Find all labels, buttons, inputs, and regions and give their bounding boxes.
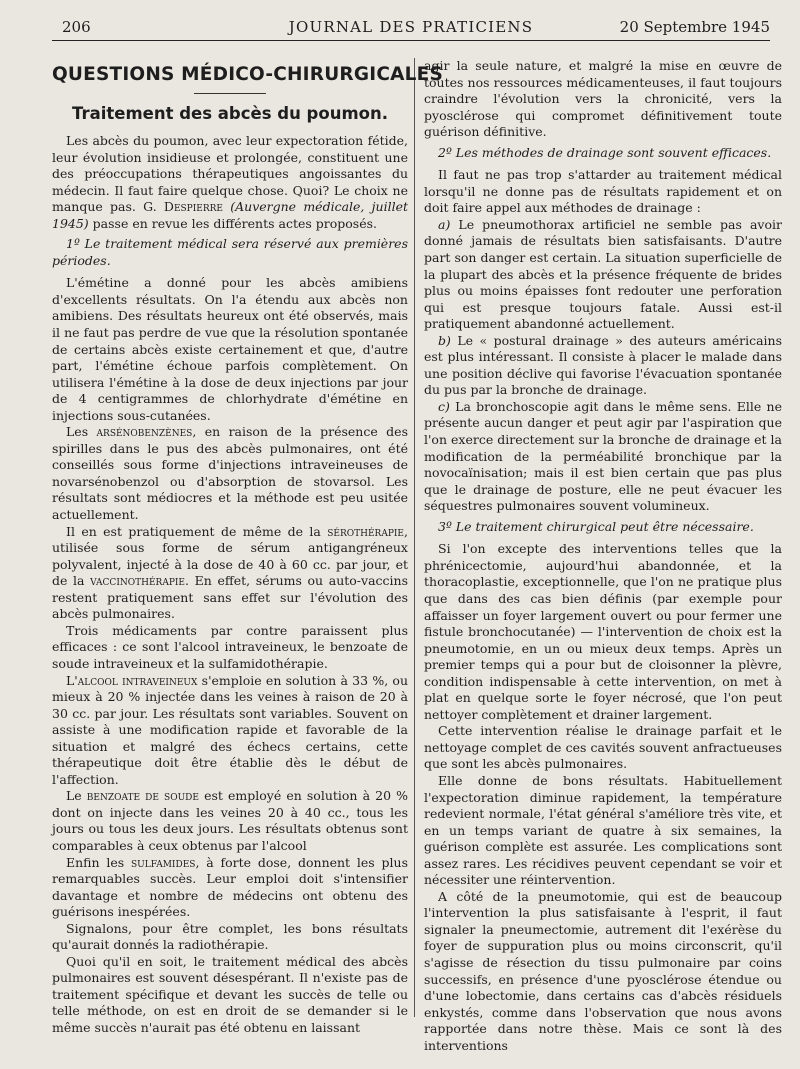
subheading-drainage: 2º Les méthodes de drainage sont souvent efficaces. <box>438 144 772 160</box>
paragraph-serotherapie: Il en est pratiquement de même de la sérothérapie, utilisée sous forme de sérum antigangréneux polyvalent, injecté à la dose de 40 à 60 cc. par jour, et de la vaccinothérapie. En effet, sérums ou auto-vaccins restent pratiquement sans effet sur l'évolution des abcès pulmonaires. <box>52 523 409 622</box>
paragraph-conclusion-medical: Quoi qu'il en soit, le traitement médical des abcès pulmonaires est souvent désespérant. Il n'existe pas de traitement spécifique et devant les succès de telle ou telle méthode, on est en droit de se demander si le même succès n'aurait pas été obtenu en laissant <box>52 953 408 1035</box>
subheading-surgical: 3º Le traitement chirurgical peut être nécessaire. <box>438 518 754 534</box>
paragraph-drainage-intro: Il faut ne pas trop s'attarder au traitement médical lorsqu'il ne donne pas de résultats rapidement et on doit faire appel aux méthodes de drainage : <box>424 167 782 216</box>
paragraph-resultats: Elle donne de bons résultats. Habituellement l'expectoration diminue rapidement, la température redevient normale, l'état général s'améliore très vite, et en un temps variant de quatre à six semaines, la guérison complète est assurée. Les complications sont assez rares. Les récidives peuvent cependant se voir et nécessiter une réintervention. <box>424 772 782 888</box>
paragraph-drainage-parfait: Cette intervention réalise le drainage parfait et le nettoyage complet de ces cavités souvent anfractueuses que sont les abcès pulmonaires. <box>424 723 782 772</box>
running-header <box>52 14 770 40</box>
page-number: 206 <box>62 18 91 36</box>
left-column <box>52 58 443 1037</box>
paragraph-trois-medicaments: Trois médicaments par contre paraissent plus efficaces : ce sont l'alcool intraveineux, le benzoate de soude intraveineux et la sulfamidothérapie. <box>52 622 408 671</box>
author-name: Despierre <box>163 199 223 215</box>
paragraph-emetine: L'émétine a donné pour les abcès amibiens d'excellents résultats. On l'a étendu aux abcès non amibiens. Des résultats heureux ont été observés, mais il ne faut pas perdre de vue que la résolution spontanée de certains abcès existe certainement et que, d'autre part, l'émétine échoue parfois complètement. On utilisera l'émétine à la dose de deux injections par jour de 4 centigrammes de chlorhydrate d'émétine en injections sous-cutanées. <box>52 275 408 423</box>
paragraph-sulfamides: Enfin les sulfamides, à forte dose, donnent les plus remarquables succès. Leur emploi doit s'intensifier davantage et nombre de médecins ont obtenu des guérisons inespérées. <box>52 854 408 920</box>
paragraph-arsenobenzenes: Les arsénobenzènes, en raison de la présence des spirilles dans le pus des abcès pulmonaires, ont été conseillés sous forme d'injections intraveineuses de novarsénobenzol ou d'absorption de stovarsol. Les résultats sont médiocres et la méthode est peu usitée actuellement. <box>52 424 408 523</box>
paragraph-continuation: agir la seule nature, et malgré la mise en œuvre de toutes nos ressources médicamenteuses, il faut toujours craindre l'évolution vers la chronicité, vers la pyosclérose qui compromet définitivement toute guérison définitive. <box>424 58 782 140</box>
paragraph-radiotherapie: Signalons, pour être complet, les bons résultats qu'aurait donnés la radiothérapie. <box>52 920 408 953</box>
subheading-medical: 1º Le traitement médical sera réservé aux premières périodes. <box>52 236 408 268</box>
header-rule <box>52 40 770 41</box>
right-column <box>424 58 782 1054</box>
paragraph-benzoate: Le benzoate de soude est employé en solution à 20 % dont on injecte dans les veines 20 à 40 cc., tous les jours ou tous les deux jours. Les résultats obtenus sont comparables à ceux obtenus par l'alcool <box>52 788 408 853</box>
paragraph-pneumothorax: a) Le pneumothorax artificiel ne semble pas avoir donné jamais de résultats bien satisfaisants. D'autre part son danger est certain. La situation superficielle de la plupart des abcès et la présence fréquente de brides plus ou moins épaisses font redouter une perforation qui est presque toujours fatale. Aussi est-il pratiquement abandonné actuellement. <box>424 216 782 332</box>
title-rule <box>194 93 266 94</box>
paragraph-pneumectomie: A côté de la pneumotomie, qui est de beaucoup l'intervention la plus satisfaisante à l'esprit, il faut signaler la pneumectomie, autrement dit l'exérèse du foyer de suppuration plus ou moins circonscrit, qu'il s'agisse de résection du tissu pulmonaire par coins successifs, en présence d'une pyosclérose étendue ou d'une lobectomie, dans certains cas d'abcès résiduels enkystés, comme dans l'observation que nous avons rapportée dans notre thèse. Mais ce sont là des interventions <box>424 888 782 1053</box>
paragraph-alcool: L'alcool intraveineux s'emploie en solution à 33 %, ou mieux à 20 % injectée dans les veines à raison de 20 à 30 cc. par jour. Les résultats sont variables. Souvent on assiste à une modification rapide et favorable de la situation et malgré des échecs certains, cette thérapeutique doit être établie dès le début de l'affection. <box>52 672 408 787</box>
intro-paragraph: Les abcès du poumon, avec leur expectoration fétide, leur évolution insidieuse et prolongée, constituent une des préoccupations thérapeutiques angoissantes du médecin. Il faut faire quelque chose. Quoi? Le choix ne manque pas. G. Despierre (Auvergne médicale, juillet 1945) passe en revue les différents actes proposés. <box>52 133 408 231</box>
section-title: QUESTIONS MÉDICO-CHIRURGICALES <box>52 64 443 85</box>
source-citation: (Auvergne médicale, juillet 1945) <box>52 199 408 231</box>
paragraph-chirurgical: Si l'on excepte des interventions telles que la phrénicectomie, aujourd'hui abandonnée, et la thoracoplastie, exceptionnelle, que l'on ne pratique plus que dans des cas bien définis (par exemple pour affaisser un foyer largement ouvert ou pour fermer une fistule bronchocutanée) — l'intervention de choix est la pneumotomie, en un ou mieux deux temps. Après un premier temps qui a pour but de cloisonner la plèvre, condition indispensable à cette intervention, on met à plat en quelque sorte le foyer nécrosé, que l'on peut nettoyer complètement et drainer largement. <box>424 541 782 722</box>
issue-date: 20 Septembre 1945 <box>619 18 770 36</box>
column-divider <box>414 58 415 1017</box>
paragraph-postural-drainage: b) Le « postural drainage » des auteurs américains est plus intéressant. Il consiste à placer le malade dans une position déclive qui favorise l'évacuation spontanée du pus par la bronche de drainage. <box>424 332 782 398</box>
article-title: Traitement des abcès du poumon. <box>72 104 388 123</box>
paragraph-bronchoscopie: c) La bronchoscopie agit dans le même sens. Elle ne présente aucun danger et peut agir par l'aspiration que l'on exerce directement sur la bronche de drainage et la modification de la perméabilité bronchique par la novocaïnisation; mais il est bien certain que pas plus que le drainage de posture, elle ne peut évacuer les séquestres pulmonaires souvent volumineux. <box>424 398 782 514</box>
journal-title: JOURNAL DES PRATICIENS <box>288 18 534 36</box>
